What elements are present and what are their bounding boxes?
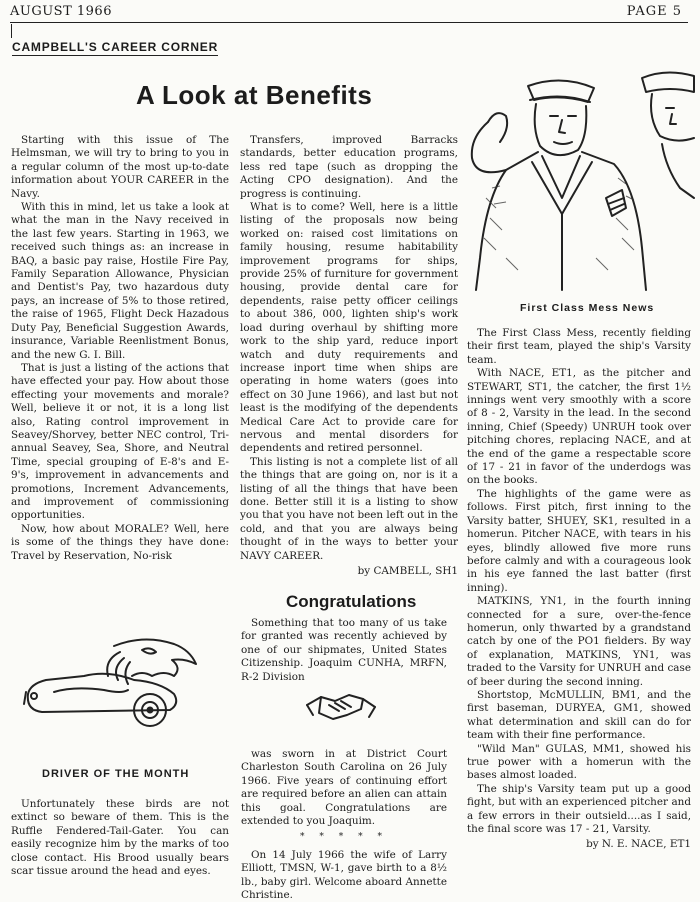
congrats-heading: Congratulations	[286, 592, 417, 611]
article-paragraph: Starting with this issue of The Helmsman, we will try to bring to you in a regular column of the most up-to-date information about YOUR CAREER in the Navy.	[11, 134, 229, 200]
header-rule	[10, 22, 688, 23]
mess-heading: First Class Mess News	[520, 302, 655, 314]
driver-text	[11, 798, 229, 878]
mess-paragraph: Shortstop, McMULLIN, BM1, and the first baseman, DURYEA, GM1, showed what determination and skill can do for team with their fine performance.	[467, 688, 691, 742]
handshake-illustration	[305, 685, 377, 725]
article-paragraph: Transfers, improved Barracks standards, better education programs, less red tape (such as dropping the Acting CPO designation). And the progress is continuing.	[240, 134, 458, 200]
mess-paragraph: The highlights of the game were as follows. First pitch, first inning to the Varsity batter, SHUEY, SK1, resulted in a homerun. Pitcher NACE, with tears in his eyes, blindly allowed five more runs before calmly and with a courageous look in his eye fanned the last batter (first inning).	[467, 487, 691, 594]
article-paragraph: What is to come? Well, here is a little listing of the proposals now being worked on: raised cost limitations on family housing, resume habitability improvement programs for ships, provide 25% of furniture for government housing, provide dental care for dependents, raise petty officer ceilings to about 386, 000, lighten ship's work load during overhaul by shifting more work to the ship yard, reduce inport watch and duty requirements and increase inport time when ships are operating in home waters (goes into effect on 30 June 1966), and last but not least is the modifying of the dependents Medical Care Act to provide care for nervous and mental disorders for dependents and retired personnel.	[240, 201, 458, 455]
sailors-illustration	[466, 58, 698, 296]
mess-paragraph: The First Class Mess, recently fielding their first team, played the ship's Varsity team.	[467, 327, 691, 366]
article-column-2	[240, 134, 458, 578]
congrats-paragraph: Something that too many of us take for granted was recently achieved by one of our shipmates, United States Citizenship. Joaquim CUNHA, MRFN, R-2 Division	[241, 617, 447, 683]
article-signature: by CAMBELL, SH1	[357, 565, 458, 577]
mess-paragraph: "Wild Man" GULAS, MM1, showed his true power with a homerun with the bases almost loaded.	[467, 742, 691, 782]
article-column-1	[11, 134, 229, 563]
congrats-text-bottom	[241, 748, 447, 902]
article-paragraph: This listing is not a complete list of all the things that are going on, nor is it a listing of all the things that have been done. Better still it is a listing to show you that you have not been left out in the cold, and that you are always being thought of in the ways to better your NAVY CAREER.	[240, 455, 458, 562]
header-tick	[11, 24, 12, 38]
mess-paragraph: The ship's Varsity team put up a good fight, but with an experienced pitcher and a few errors in their outsield....as I said, the final score was 17 - 21, Varsity.	[467, 782, 691, 836]
article-paragraph: With this in mind, let us take a look at what the man in the Navy received in the last few years. Starting in 1963, we received such things as: an increase in BAQ, a basic pay raise, Hostile Fire Pay, Family Separation Allowance, Physician and Dentist's Pay, two hazardous duty pays, an increase of 5% to those retired, the raise of 1965, Flight Deck Hazadous Duty Pay, Beneficial Suggestion Awards, insurance, Variable Reenlistment Bonus, and the new G. I. Bill.	[11, 201, 229, 361]
tailgater-bird-illustration	[24, 630, 202, 734]
birth-announcement: On 14 July 1966 the wife of Larry Elliott, TMSN, W-1, gave birth to a 8½ lb., baby girl. Welcome aboard Annette Christine.	[241, 848, 447, 902]
mess-signature: by N. E. NACE, ET1	[586, 838, 691, 851]
driver-heading: DRIVER OF THE MONTH	[42, 768, 190, 780]
section-title: CAMPBELL'S CAREER CORNER	[12, 40, 219, 54]
driver-paragraph: Unfortunately these birds are not extinct so beware of them. This is the Ruffle Fendered-Tail-Gater. You can easily recognize him by the marks of too close contact. His Brood usually bears scar tissue around the head and eyes.	[11, 798, 229, 878]
section-separator: * * * * *	[300, 832, 388, 843]
congrats-text-top	[241, 617, 447, 684]
page-number: PAGE 5	[626, 4, 682, 19]
article-paragraph: That is just a listing of the actions that have effected your pay. How about those effecting your movements and morale? Well, believe it or not, it is a long list also, Rating control improvement in Seavey/Shorvey, better NEC control, Tri-annual Seavey, Sea, Shore, and Neutral Time, special grouping of E-8's and E-9's, improvement in advancements and promotions, Increment Advancements, and improvement of commissioning opportunities.	[11, 361, 229, 522]
issue-date: AUGUST 1966	[10, 4, 112, 19]
mess-paragraph: MATKINS, YN1, in the fourth inning connected for a sure, over-the-fence homerun, only thwarted by a grandstand catch by one of the PO1 fielders. By way of explanation, MATKINS, YN1, was traded to the Varsity for UNRUH and case of beer during the second inning.	[467, 595, 691, 688]
mess-paragraph: With NACE, ET1, as the pitcher and STEWART, ST1, the catcher, the first 1½ innings went very smoothly with a score of 8 - 2, Varsity in the lead. In the second inning, Chief (Speedy) UNRUH took over pitching chores, replacing NACE, and at the end of the game a respectable score of 17 - 21 in favor of the underdogs was on the books.	[467, 367, 691, 487]
mess-column	[467, 327, 691, 852]
article-paragraph: Now, how about MORALE? Well, here is some of the things they have done: Travel by Reservation, No-risk	[11, 522, 229, 562]
congrats-paragraph: was sworn in at District Court Charleston South Carolina on 26 July 1966. Five years of continuing effort are required before an alien can attain this goal. Congratulations are extended to you Joaquim.	[241, 748, 447, 828]
article-title: A Look at Benefits	[136, 80, 373, 110]
